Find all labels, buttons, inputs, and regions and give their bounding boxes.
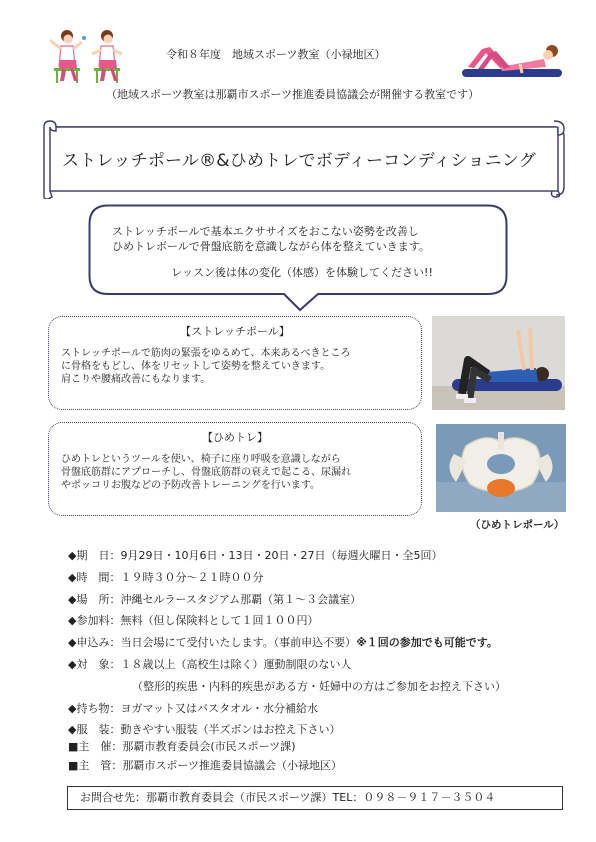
himetore-line-3: やポッコリお腹などの予防改善トレーニングを行います。: [61, 480, 320, 491]
himetore-info-box: [48, 422, 422, 516]
intro-line-2: ひめトレボールで骨盤底筋を意識しながら体を整えていきます。: [112, 240, 430, 253]
detail-fee: ◆参加料：無料（但し保険料として１回１００円）: [68, 614, 319, 628]
banner-title: ストレッチポール®&ひめトレでボディーコンディショニング: [62, 151, 536, 171]
event-subtitle: （地域スポーツ教室は那覇市スポーツ推進委員協議会が開催する教室です）: [106, 88, 480, 101]
stretch-pole-description: [49, 339, 421, 386]
himetore-photo-caption: （ひめトレポール）: [470, 519, 565, 531]
organizers: [68, 737, 342, 775]
detail-place: ◆場 所：沖縄セルラースタジアム那覇（第１～３会議室）: [68, 592, 362, 606]
detail-bring: ◆持ち物：ヨガマット又はバスタオル・水分補給水: [68, 701, 319, 715]
detail-apply: [68, 632, 568, 654]
detail-clothes: ◆服 装：動きやすい服装（半ズボンはお控え下さい）: [68, 723, 341, 737]
stretch-pole-illustration: [460, 33, 565, 85]
organizer-manager: ■主 管：那覇市スポーツ推進委員協議会（小禄地区）: [68, 759, 342, 772]
event-title: 令和８年度 地域スポーツ教室（小禄地区）: [166, 48, 386, 61]
event-details: [68, 545, 568, 741]
detail-target-note: （整形的疾患・内科的疾患がある方・妊婦中の方はご参加をお控え下さい）: [132, 679, 506, 693]
detail-target: ◆対 象：１８歳以上（高校生は除く）運動制限のない人: [68, 657, 352, 671]
himetore-line-2: 骨盤底筋群にアプローチし、骨盤底筋群の衰えで起こる、尿漏れ: [61, 467, 351, 478]
intro-text: [112, 224, 492, 280]
organizer-host: ■主 催：那覇市教育委員会(市民スポーツ課): [68, 740, 296, 753]
himetore-heading: 【ひめトレ】: [202, 431, 268, 444]
intro-emphasis: レッスン後は体の変化（体感）を体験してください!!: [171, 266, 433, 279]
contact-box: お問合せ先：那覇市教育委員会（市民スポーツ課）TEL：０９８－９１７－３５０４: [67, 786, 563, 810]
himetore-description: [49, 445, 421, 492]
stretch-pole-line-1: ストレッチポールで筋肉の緊張をゆるめて、本来あるべきところ: [61, 348, 351, 359]
detail-time: ◆時 間：１９時３０分～２１時００分: [68, 570, 264, 584]
stretch-pole-heading: 【ストレッチポール】: [180, 325, 290, 338]
detail-date: ◆期 日：9月29日・10月6日・13日・20日・27日（毎週火曜日・全5回）: [68, 549, 443, 562]
himetore-ball-photo: [436, 424, 566, 512]
detail-apply-text: ◆申込み：当日会場にて受付いたします。（事前申込不要）: [68, 636, 357, 650]
stretch-pole-info-box: [48, 316, 422, 410]
stretch-pole-photo: [432, 316, 565, 410]
stretch-pole-line-3: 肩こりや腰痛改善にもなります。: [61, 374, 211, 385]
detail-apply-note: ※１回の参加でも可能です。: [356, 636, 498, 650]
stretching-women-illustration: [48, 24, 130, 84]
himetore-line-1: ひめトレというツールを使い、椅子に座り呼吸を意識しながら: [61, 454, 341, 465]
stretch-pole-line-2: に骨格をもどし、体をリセットして姿勢を整えていきます。: [61, 361, 331, 372]
intro-line-1: ストレッチポールで基本エクササイズをおこない姿勢を改善し: [112, 225, 419, 238]
